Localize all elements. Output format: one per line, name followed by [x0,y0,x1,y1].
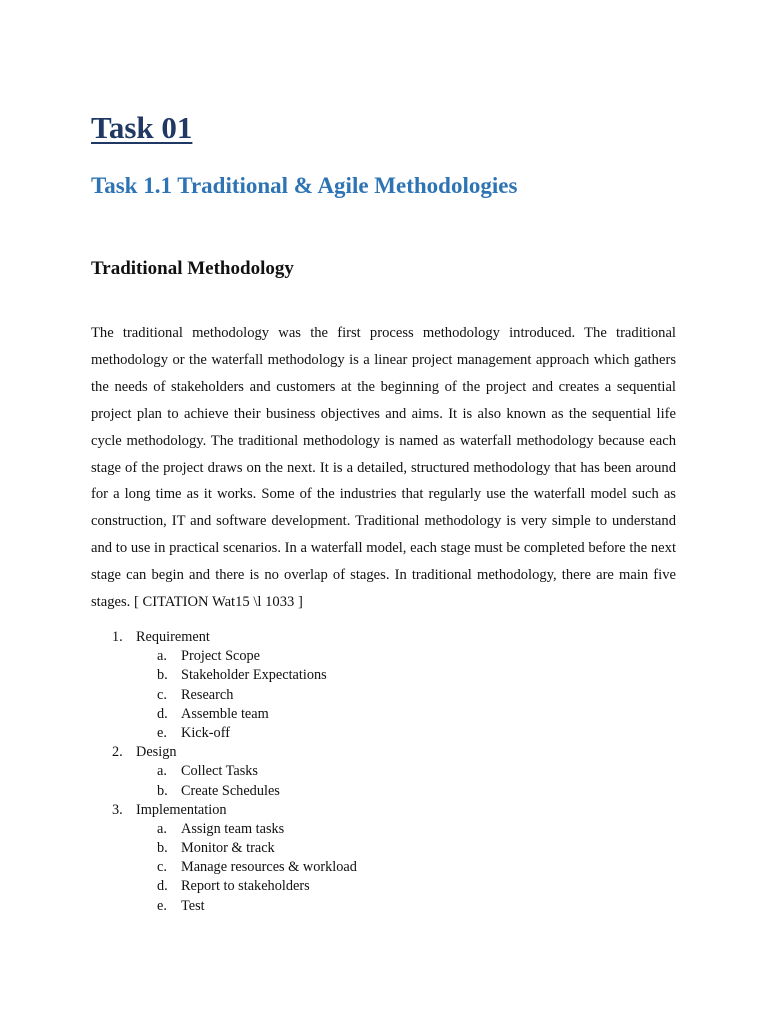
stage-label: Design [136,744,177,761]
substep-letter: c. [157,686,167,703]
substep-label: Manage resources & workload [181,859,357,876]
section-heading: Traditional Methodology [91,258,294,279]
substep-item [91,782,681,801]
substep-letter: a. [157,820,167,837]
substep-letter: b. [157,782,168,799]
substep-item [91,877,681,896]
document-title: Task 01 [91,110,193,145]
substep-letter: a. [157,763,167,780]
substep-label: Assemble team [181,705,269,722]
substeps-list [91,762,681,800]
substeps-list [91,647,681,743]
substep-letter: b. [157,840,168,857]
substep-letter: a. [157,648,167,665]
substep-item [91,705,681,724]
stages-list [91,628,681,916]
substep-letter: d. [157,878,168,895]
substep-letter: c. [157,859,167,876]
substep-item [91,820,681,839]
stage-item [91,628,681,743]
substep-label: Report to stakeholders [181,878,310,895]
substep-item [91,647,681,666]
stage-number: 1. [112,629,123,645]
substep-item [91,858,681,877]
substep-item [91,666,681,685]
substep-label: Research [181,686,234,703]
stage-number: 2. [112,744,123,761]
substep-letter: e. [157,897,167,914]
stage-number: 3. [112,801,123,818]
body-paragraph: The traditional methodology was the first process methodology introduced. The traditional methodology or the waterfall methodology is a linear project management approach which gathers the needs of stakeholders and customers at the beginning of the project and creates a sequential project plan to achieve their business objectives and aims. It is also known as the sequential life cycle methodology. The traditional methodology is named as waterfall methodology because each stage of the project draws on the next. It is a detailed, structured methodology that has been around for a long time as it works. Some of the industries that regularly use the waterfall model such as construction, IT and software development. Traditional methodology is very simple to understand and to use in practical scenarios. In a waterfall model, each stage must be completed before the next stage can begin and there is no overlap of stages. In traditional methodology, there are main five stages. [ CITATION Wat15 \l 1033 ] [91,325,676,611]
substep-item [91,839,681,858]
substep-label: Create Schedules [181,782,280,799]
substep-item [91,724,681,743]
substep-item [91,897,681,916]
substep-label: Collect Tasks [181,763,258,780]
substep-label: Assign team tasks [181,820,285,837]
substeps-list [91,820,681,916]
substep-label: Kick-off [181,724,230,741]
substep-letter: d. [157,705,168,722]
section-subtitle: Task 1.1 Traditional & Agile Methodologies [91,173,518,198]
substep-item [91,686,681,705]
substep-item [91,762,681,781]
substep-label: Stakeholder Expectations [181,667,327,684]
stage-item [91,743,681,801]
substep-label: Project Scope [181,648,261,665]
substep-label: Test [181,897,205,914]
substep-letter: b. [157,667,168,684]
stage-item [91,801,681,916]
stage-label: Requirement [136,629,210,645]
stage-label: Implementation [136,801,227,818]
substep-letter: e. [157,724,167,741]
substep-label: Monitor & track [181,840,275,857]
